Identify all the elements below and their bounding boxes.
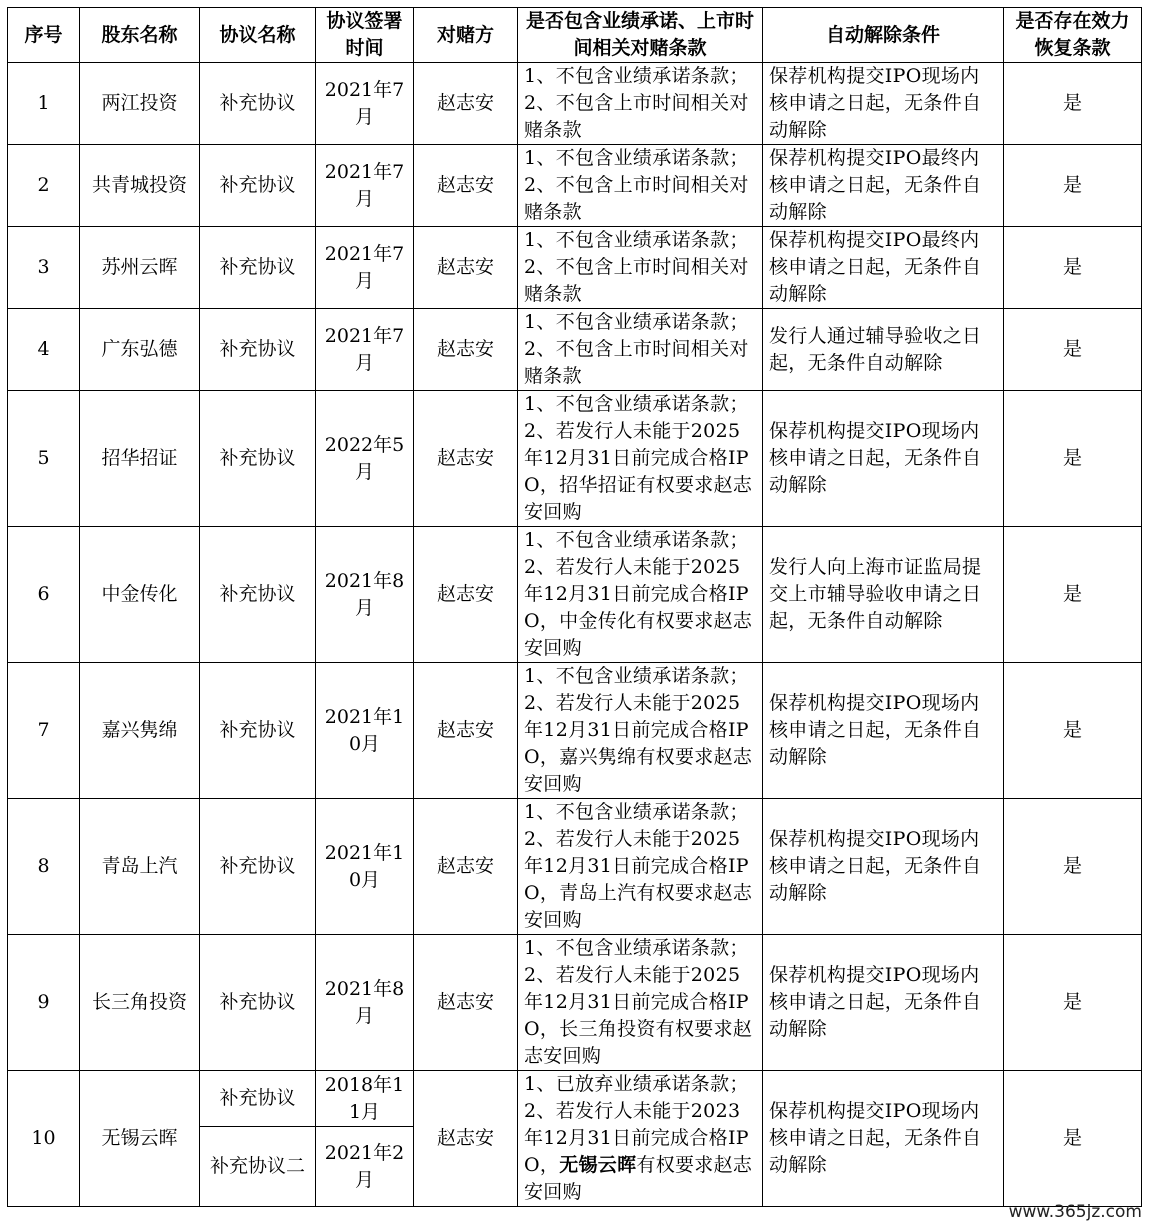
table-row [8, 799, 1142, 935]
header-party: 对赌方 [414, 8, 518, 63]
table-row [8, 935, 1142, 1071]
cell-release: 保荐机构提交IPO现场内核申请之日起，无条件自动解除 [763, 799, 1004, 935]
cell-restore: 是 [1004, 1071, 1142, 1207]
header-release: 自动解除条件 [763, 8, 1004, 63]
cell-release: 保荐机构提交IPO现场内核申请之日起，无条件自动解除 [763, 935, 1004, 1071]
cell-no: 8 [8, 799, 80, 935]
cell-clauses: 1、不包含业绩承诺条款；2、不包含上市时间相关对赌条款 [518, 63, 763, 145]
clauses-text-end: 有权要求赵志安回购 [524, 1154, 753, 1203]
cell-date: 2021年10月 [316, 663, 414, 799]
cell-agreement: 补充协议 [200, 1071, 316, 1127]
cell-holder: 长三角投资 [80, 935, 200, 1071]
cell-holder: 中金传化 [80, 527, 200, 663]
cell-date: 2021年2月 [316, 1127, 414, 1207]
header-holder: 股东名称 [80, 8, 200, 63]
cell-clauses: 1、不包含业绩承诺条款；2、不包含上市时间相关对赌条款 [518, 145, 763, 227]
table-row [8, 309, 1142, 391]
cell-restore: 是 [1004, 527, 1142, 663]
header-row [8, 8, 1142, 63]
cell-date: 2021年10月 [316, 799, 414, 935]
cell-holder: 两江投资 [80, 63, 200, 145]
cell-release: 保荐机构提交IPO现场内核申请之日起，无条件自动解除 [763, 63, 1004, 145]
cell-release: 保荐机构提交IPO最终内核申请之日起，无条件自动解除 [763, 145, 1004, 227]
table-row [8, 391, 1142, 527]
cell-agreement: 补充协议 [200, 309, 316, 391]
cell-agreement: 补充协议二 [200, 1127, 316, 1207]
table-row [8, 527, 1142, 663]
cell-no: 4 [8, 309, 80, 391]
cell-clauses: 1、不包含业绩承诺条款；2、若发行人未能于2025年12月31日前完成合格IPO，招华招证有权要求赵志安回购 [518, 391, 763, 527]
header-agreement: 协议名称 [200, 8, 316, 63]
cell-holder: 无锡云晖 [80, 1071, 200, 1207]
cell-holder: 青岛上汽 [80, 799, 200, 935]
cell-no: 1 [8, 63, 80, 145]
cell-date: 2021年8月 [316, 527, 414, 663]
cell-no: 7 [8, 663, 80, 799]
table-row [8, 145, 1142, 227]
clauses-text: 1、已放弃业绩承诺条款；2、若发行人未能于2023年12月31日前完成合格IPO， [524, 1073, 749, 1176]
cell-no: 3 [8, 227, 80, 309]
cell-date: 2021年8月 [316, 935, 414, 1071]
cell-agreement: 补充协议 [200, 527, 316, 663]
cell-party: 赵志安 [414, 227, 518, 309]
cell-holder: 嘉兴隽绵 [80, 663, 200, 799]
cell-restore: 是 [1004, 63, 1142, 145]
cell-clauses: 1、不包含业绩承诺条款；2、不包含上市时间相关对赌条款 [518, 309, 763, 391]
cell-party: 赵志安 [414, 145, 518, 227]
table-row [8, 227, 1142, 309]
cell-party: 赵志安 [414, 309, 518, 391]
cell-holder: 共青城投资 [80, 145, 200, 227]
cell-restore: 是 [1004, 935, 1142, 1071]
cell-no: 6 [8, 527, 80, 663]
header-clauses: 是否包含业绩承诺、上市时间相关对赌条款 [518, 8, 763, 63]
clauses-bold-text: 无锡云晖 [559, 1154, 637, 1176]
cell-date: 2018年11月 [316, 1071, 414, 1127]
cell-clauses [518, 1071, 763, 1207]
cell-party: 赵志安 [414, 527, 518, 663]
cell-release: 发行人向上海市证监局提交上市辅导验收申请之日起，无条件自动解除 [763, 527, 1004, 663]
cell-date: 2021年7月 [316, 309, 414, 391]
cell-holder: 苏州云晖 [80, 227, 200, 309]
cell-agreement: 补充协议 [200, 391, 316, 527]
cell-date: 2021年7月 [316, 227, 414, 309]
cell-release: 保荐机构提交IPO现场内核申请之日起，无条件自动解除 [763, 1071, 1004, 1207]
header-date: 协议签署时间 [316, 8, 414, 63]
cell-agreement: 补充协议 [200, 799, 316, 935]
cell-no: 2 [8, 145, 80, 227]
cell-clauses: 1、不包含业绩承诺条款；2、若发行人未能于2025年12月31日前完成合格IPO，青岛上汽有权要求赵志安回购 [518, 799, 763, 935]
cell-date: 2021年7月 [316, 145, 414, 227]
cell-agreement: 补充协议 [200, 935, 316, 1071]
cell-clauses: 1、不包含业绩承诺条款；2、若发行人未能于2025年12月31日前完成合格IPO，中金传化有权要求赵志安回购 [518, 527, 763, 663]
cell-party: 赵志安 [414, 391, 518, 527]
header-no: 序号 [8, 8, 80, 63]
cell-party: 赵志安 [414, 1071, 518, 1207]
cell-release: 保荐机构提交IPO最终内核申请之日起，无条件自动解除 [763, 227, 1004, 309]
cell-restore: 是 [1004, 391, 1142, 527]
cell-release: 保荐机构提交IPO现场内核申请之日起，无条件自动解除 [763, 391, 1004, 527]
cell-date: 2022年5月 [316, 391, 414, 527]
table-row [8, 1071, 1142, 1127]
cell-release: 发行人通过辅导验收之日起，无条件自动解除 [763, 309, 1004, 391]
cell-agreement: 补充协议 [200, 663, 316, 799]
cell-clauses: 1、不包含业绩承诺条款；2、不包含上市时间相关对赌条款 [518, 227, 763, 309]
cell-party: 赵志安 [414, 63, 518, 145]
cell-restore: 是 [1004, 227, 1142, 309]
cell-restore: 是 [1004, 145, 1142, 227]
table-row [8, 663, 1142, 799]
cell-no: 10 [8, 1071, 80, 1207]
cell-party: 赵志安 [414, 935, 518, 1071]
cell-agreement: 补充协议 [200, 227, 316, 309]
cell-clauses: 1、不包含业绩承诺条款；2、若发行人未能于2025年12月31日前完成合格IPO，嘉兴隽绵有权要求赵志安回购 [518, 663, 763, 799]
cell-restore: 是 [1004, 663, 1142, 799]
cell-party: 赵志安 [414, 799, 518, 935]
agreement-table [7, 7, 1142, 1207]
table-row [8, 63, 1142, 145]
cell-date: 2021年7月 [316, 63, 414, 145]
cell-holder: 广东弘德 [80, 309, 200, 391]
watermark: www.365jz.com [1008, 1202, 1142, 1222]
cell-no: 9 [8, 935, 80, 1071]
cell-release: 保荐机构提交IPO现场内核申请之日起，无条件自动解除 [763, 663, 1004, 799]
cell-restore: 是 [1004, 799, 1142, 935]
header-restore: 是否存在效力恢复条款 [1004, 8, 1142, 63]
cell-clauses: 1、不包含业绩承诺条款；2、若发行人未能于2025年12月31日前完成合格IPO，长三角投资有权要求赵志安回购 [518, 935, 763, 1071]
cell-restore: 是 [1004, 309, 1142, 391]
cell-no: 5 [8, 391, 80, 527]
cell-party: 赵志安 [414, 663, 518, 799]
cell-holder: 招华招证 [80, 391, 200, 527]
cell-agreement: 补充协议 [200, 63, 316, 145]
cell-agreement: 补充协议 [200, 145, 316, 227]
